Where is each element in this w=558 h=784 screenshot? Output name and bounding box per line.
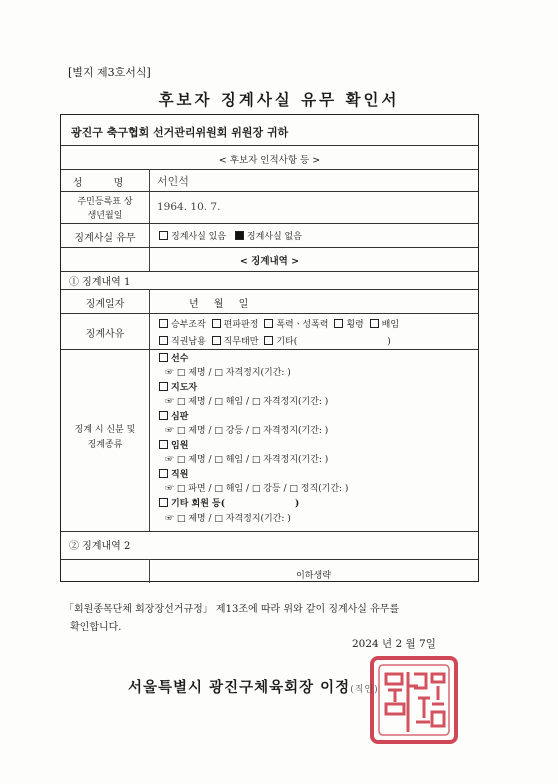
signer-name: 서울특별시 광진구체육회장 이정 [128,679,351,696]
official-seal-stamp [366,652,462,748]
reason-checkbox[interactable] [264,336,273,345]
role-sub-options: ☞ □ 파면 / □ 해임 / □ 강등 / □ 정직(기간: ) [165,484,349,494]
role-name: 기타 회원 등( [171,499,225,509]
role-name: 선수 [171,354,189,364]
reason-checkbox[interactable] [370,319,379,328]
role-checkbox[interactable] [159,411,168,420]
discipline-status-label: 징계사실 유무 [74,233,136,244]
role-checkbox[interactable] [159,353,168,362]
reason-checkbox[interactable] [264,319,273,328]
reason-option: 횡령 [346,320,364,330]
reason-option: 승부조작 [171,320,206,330]
official-seal-label: (직인) [350,685,379,695]
birth-label-line2: 생년월일 [87,211,123,221]
signer-line [128,676,379,697]
name-label: 성 명 [72,178,138,189]
discipline-yes-label: 징계사실 있음 [171,232,227,242]
name-value: 서인석 [157,175,189,188]
detail2-heading: ② 징계내역 2 [69,541,131,552]
role-other-close: ) [295,499,300,509]
role-sub-options: ☞ □ 제명 / □ 강등 / □ 자격정지(기간: ) [165,426,329,436]
discipline-no-label: 징계사실 없음 [246,232,302,242]
birth-label-line1: 주민등록표 상 [77,197,133,207]
role-checkbox[interactable] [159,382,168,391]
reason-option: 직무태만 [223,337,259,347]
role-label-line1: 징계 시 신분 및 [74,425,136,435]
discipline-date-label: 징계일자 [85,299,125,310]
role-checkbox[interactable] [159,498,168,507]
discipline-yes-checkbox[interactable] [159,231,168,240]
statement-line1: 「회원종목단체 회장장선거규정」 제13조에 따라 위와 같이 징계사실 유무를 [64,604,400,615]
form-number-label: [별지 제3호서식] [68,66,151,79]
confirmation-form-table [60,114,479,582]
personal-info-section-header: < 후보자 인적사항 등 > [218,155,321,166]
role-sub-options: ☞ □ 제명 / □ 해임 / □ 자격정지(기간: ) [165,455,329,465]
role-checkbox[interactable] [159,440,168,449]
reason-other-close: ) [387,337,391,347]
reason-options-line1 [159,317,399,330]
reason-checkbox[interactable] [212,336,221,345]
reason-checkbox[interactable] [159,336,168,345]
discipline-date-value: 년 월 일 [189,299,255,310]
role-name: 직원 [171,470,189,480]
detail1-heading: ① 징계내역 1 [69,277,131,288]
reason-checkbox[interactable] [334,319,343,328]
role-sub-options: ☞ □ 제명 / □ 자격정지(기간: ) [165,368,291,378]
reason-other-label: 기타( [276,337,298,347]
reason-checkbox[interactable] [159,319,168,328]
discipline-reason-label: 징계사유 [85,329,125,340]
document-title: 후보자 징계사실 유무 확인서 [158,90,400,109]
statement-line2: 확인합니다. [70,622,122,633]
role-name: 지도자 [171,383,198,393]
role-name: 심판 [171,412,189,422]
discipline-detail-section-header: < 징계내역 > [239,256,300,267]
role-sub-options: ☞ □ 제명 / □ 자격정지(기간: ) [165,514,291,524]
recipient-line: 광진구 축구협회 선거관리위원회 위원장 귀하 [71,126,289,139]
birth-value: 1964. 10. 7. [157,201,221,213]
discipline-no-checkbox[interactable] [235,231,244,240]
role-sub-options: ☞ □ 제명 / □ 해임 / □ 자격정지(기간: ) [165,397,329,407]
role-name: 임원 [171,441,189,451]
reason-options-line2 [159,334,391,347]
reason-option: 직권남용 [171,337,206,347]
omitted-note: 이하생략 [296,571,331,581]
reason-option: 폭력ㆍ성폭력 [276,320,329,330]
reason-checkbox[interactable] [212,319,221,328]
reason-option: 편파판정 [223,320,259,330]
signed-date: 2024 년 2 월 7일 [352,638,436,650]
role-label-line2: 징계종류 [87,440,123,450]
reason-option: 배임 [381,320,400,330]
role-checkbox[interactable] [159,469,168,478]
